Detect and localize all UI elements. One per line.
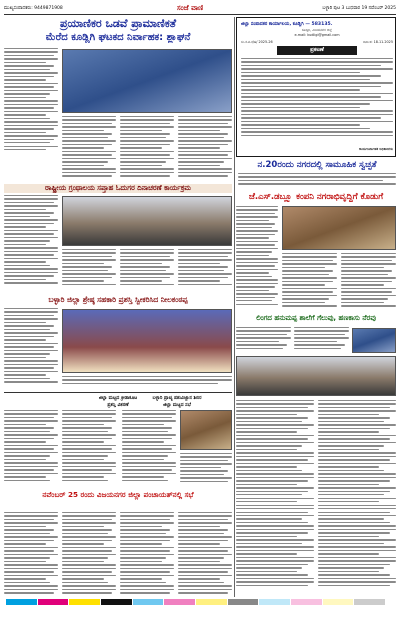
newspaper-page [4,2,396,613]
right-lower-text-2 [318,400,396,595]
library-week-text-3 [178,249,232,289]
jsw-text-1 [236,206,278,310]
lead-article-text-1 [62,116,116,182]
editor-contact: ಮುಖ್ಯಸಂಪಾದಕರು: 9449871908 [4,6,63,11]
school-headline: ಲಿಂಗದ ಹನುಮಪ್ಪ ಶಾಲೆಗೆ ಗೆಲುವು, ಹಣಕಾಸು ನೆರವು [256,314,376,322]
school-photo-wide [236,356,396,396]
notice-title-line2: ಕೂಡ್ಲಿಗಿ, ವಿಜಯನಗರ ಜಿಲ್ಲೆ [302,28,332,32]
sanitation-headline: ನ.20ರಂದು ನಗರದಲ್ಲಿ ಸಾಮೂಹಿಕ ಸ್ವಚ್ಛತೆ [257,160,377,170]
library-week-headline: ರಾಷ್ಟ್ರೀಯ ಗ್ರಂಥಾಲಯ ಸಪ್ತಾಹ ಓದುಗರ ದಿನಾಚರಣೆ ಕಾರ್ಯಕ್ರಮ [4,184,232,193]
lead-article-text-left [4,48,58,158]
cooperative-text-left [4,308,58,388]
masthead [4,2,396,15]
jsw-photo [282,206,396,250]
ayurveda-text-2 [180,453,232,486]
lead-photo [62,49,232,113]
issue-line: ಬಳ್ಳಾರಿ ಪುಟ 3 ಬುಧವಾರ 19 ನವೆಂಬರ್ 2025 [322,6,396,11]
column-rule-main [234,17,235,597]
jsw-text-2 [282,253,337,310]
library-week-text-1 [62,249,116,289]
notice-box [236,17,396,157]
notice-email: e-mail: kudligi@gmail.com [294,33,340,37]
notice-date: ದಿನಾಂಕ: 18.11.2025 [363,40,393,44]
cooperative-caption [62,376,232,388]
mid-left-title: ಜಿಲ್ಲಾ ಮಟ್ಟದ ಕ್ರೀಡಾಕೂಟ [98,396,138,401]
jsw-text-3 [341,253,396,310]
school-photo [352,328,396,353]
school-text-2 [294,327,349,353]
panchayat-headline: ನವೆಂಬರ್ 25 ರಂದು ವಿಜಯನಗರ ಜಿಲ್ಲಾ ಪಂಚಾಯತ್‌ನಲ್ಲಿ ಸಭೆ [42,490,194,499]
panchayat-text-3 [120,512,174,597]
ayurveda-title: ಬಳ್ಳಾರಿ ಪ್ರಾಚ್ಯ ಪಶುವಿಜ್ಞಾನ ಶಿಬಿರ [152,396,202,401]
right-lower-text-1 [236,400,314,595]
panchayat-text-1 [4,512,58,597]
notice-body [241,58,393,144]
panchayat-text-4 [178,512,232,597]
library-week-photo [62,196,232,246]
school-text-1 [236,327,291,353]
lower-left-text-2 [62,410,116,486]
mid-left-sub: ಪ್ರಶಸ್ತಿ ವಿತರಣೆ [107,403,129,408]
cooperative-photo [62,309,232,373]
ayurveda-text [122,410,176,486]
ayurveda-photo [180,410,232,450]
notice-title-line1: ಜಿಲ್ಲಾ ಸಂಪಾದಕರ ಕಾರ್ಯಾಲಯ, ಕೂಡ್ಲಿಗಿ — 583135. [241,22,333,27]
newspaper-logo: ಸಂಜೆ ವಾಣಿ [176,3,204,12]
lead-headline-line1: ಪ್ರಯಾಣಿಕರ ಒಡವೆ ಪ್ರಾಮಾಣಿಕತೆ [59,17,177,30]
section-divider [4,392,232,393]
notice-footer: ಕಾರ್ಯನಿರ್ವಾಹಕ ಅಧಿಕಾರಿಗಳು [359,147,393,151]
ayurveda-sub: ಜಿಲ್ಲಾ ಮಟ್ಟದ ಸಭೆ [163,403,191,408]
lead-article-text-2 [120,116,174,182]
lead-headline-line2: ಮೆರೆದ ಕೂಡ್ಲಿಗಿ ಘಟಕದ ನಿರ್ವಾಹಕ: ಶ್ಲಾಘನೆ [45,32,191,43]
panchayat-text-2 [62,512,116,597]
notice-banner: ಪ್ರಕಟಣೆ [277,46,357,55]
sanitation-text [238,173,396,191]
jsw-headline: ಜೆ.ಎಸ್.ಡಬ್ಲ್ಯೂ ಕಂಪನಿ ನಗರಾಭಿವೃದ್ಧಿಗೆ ಕೊಡುಗೆ [248,192,384,202]
cooperative-headline: ಬಳ್ಳಾರಿ ಜಿಲ್ಲಾ ಶ್ರೇಷ್ಠ ಸಹಕಾರಿ ಪ್ರಶಸ್ತಿ ಸ್ವೀಕರಿಸಿದ ನೀಲಕಂಠಪ್ಪ [48,295,188,304]
lead-article-text-3 [178,116,232,182]
lower-left-text-1 [4,410,58,486]
library-week-text-2 [120,249,174,289]
notice-ref-no: ಸಂ.ಕ.ವ.ಕ/ಹ/ 2025-26 [241,40,273,44]
print-registration-marks [6,599,386,605]
library-week-text-left [4,195,58,290]
